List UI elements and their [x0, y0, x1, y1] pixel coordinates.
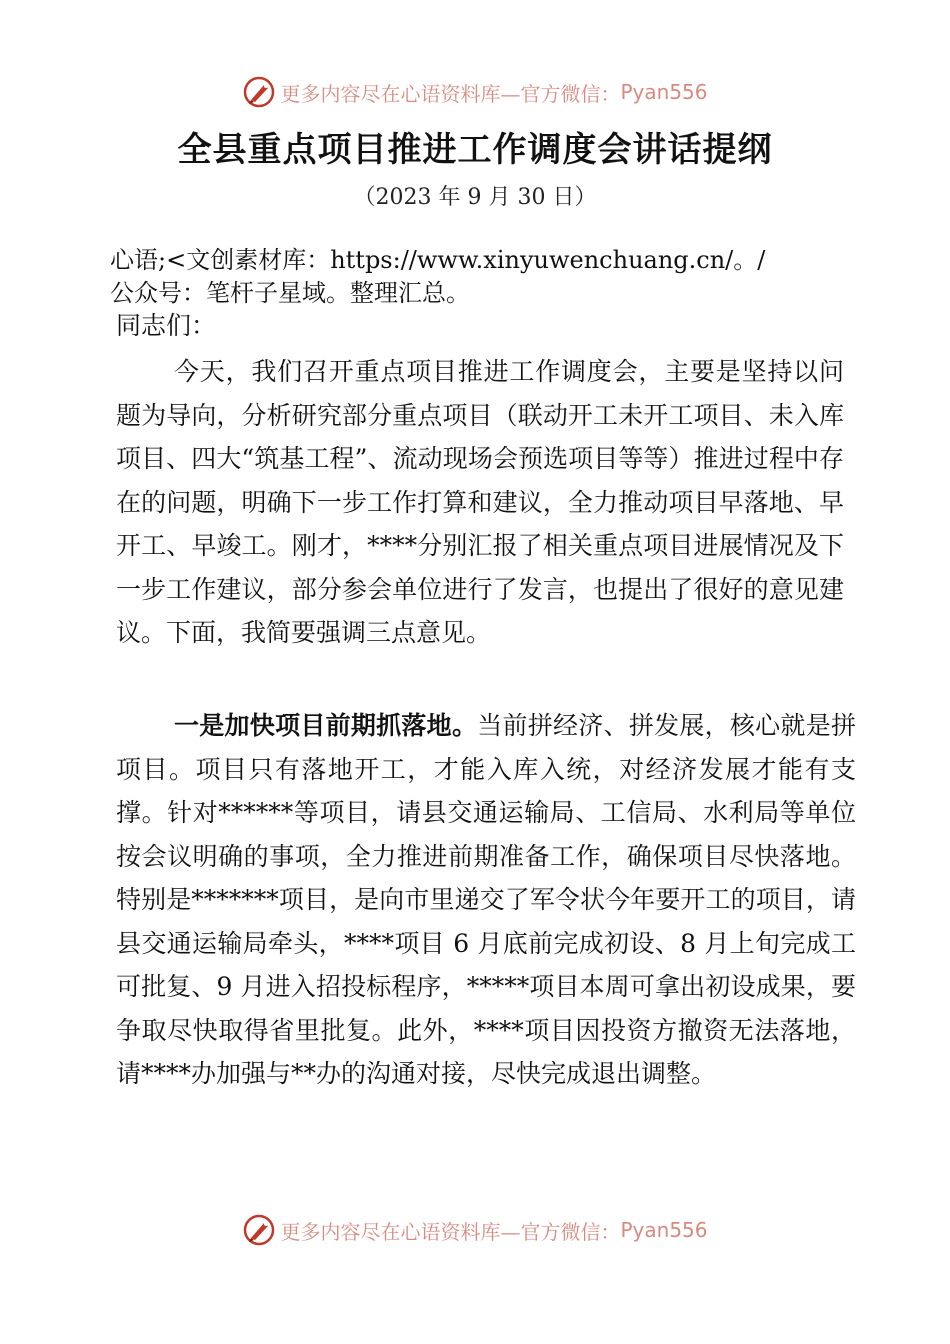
document-date: （2023 年 9 月 30 日）	[353, 185, 597, 210]
banner-text: 更多内容尽在心语资料库—官方微信：	[280, 81, 621, 106]
paragraph-point-one	[116, 704, 856, 1096]
source-line-1: 心语;<文创素材库：https://www.xinyuwenchuang.cn/。/	[110, 246, 766, 274]
document-title: 全县重点项目推进工作调度会讲话提纲	[177, 130, 773, 170]
greeting: 同志们：	[116, 311, 217, 340]
banner-wechat-id: Pyan556	[620, 80, 708, 104]
paragraph-intro: 今天，我们召开重点项目推进工作调度会，主要是坚持以问题为导向，分析研究部分重点项目（联动开工未开工项目、未入库项目、四大“筑基工程”、流动现场会预选项目等等）推进过程中存在的问题，明确下一步工作打算和建议，全力推动项目早落地、早开工、早竣工。刚才，****分别汇报了相关重点项目进展情况及下一步工作建议，部分参会单位进行了发言，也提出了很好的意见建议。下面，我简要强调三点意见。	[116, 357, 844, 647]
banner-text: 更多内容尽在心语资料库—官方微信：	[280, 1219, 621, 1244]
footer-watermark-banner	[0, 1210, 950, 1250]
header-watermark-banner	[0, 72, 950, 112]
source-note	[110, 244, 850, 310]
source-line-2: 公众号：笔杆子星域。整理汇总。	[110, 279, 470, 307]
pen-logo-icon	[242, 75, 276, 109]
pen-logo-icon	[242, 1213, 276, 1247]
paragraph-lead-heading: 一是加快项目前期抓落地。	[174, 711, 478, 740]
paragraph-body: 当前拼经济、拼发展，核心就是拼项目。项目只有落地开工，才能入库入统，对经济发展才能有支撑。针对******等项目，请县交通运输局、工信局、水利局等单位按会议明确的事项，全力推进前期准备工作，确保项目尽快落地。特别是*******项目，是向市里递交了军令状今年要开工的项目，请县交通运输局牵头，****项目 6 月底前完成初设、8 月上旬完成工可批复、9 月进入招投标程序，*****项目本周可拿出初设成果，要争取尽快取得省里批复。此外，****项目因投资方撤资无法落地，请****办加强与**办的沟通对接，尽快完成退出调整。	[116, 711, 856, 1088]
banner-wechat-id: Pyan556	[620, 1218, 708, 1242]
